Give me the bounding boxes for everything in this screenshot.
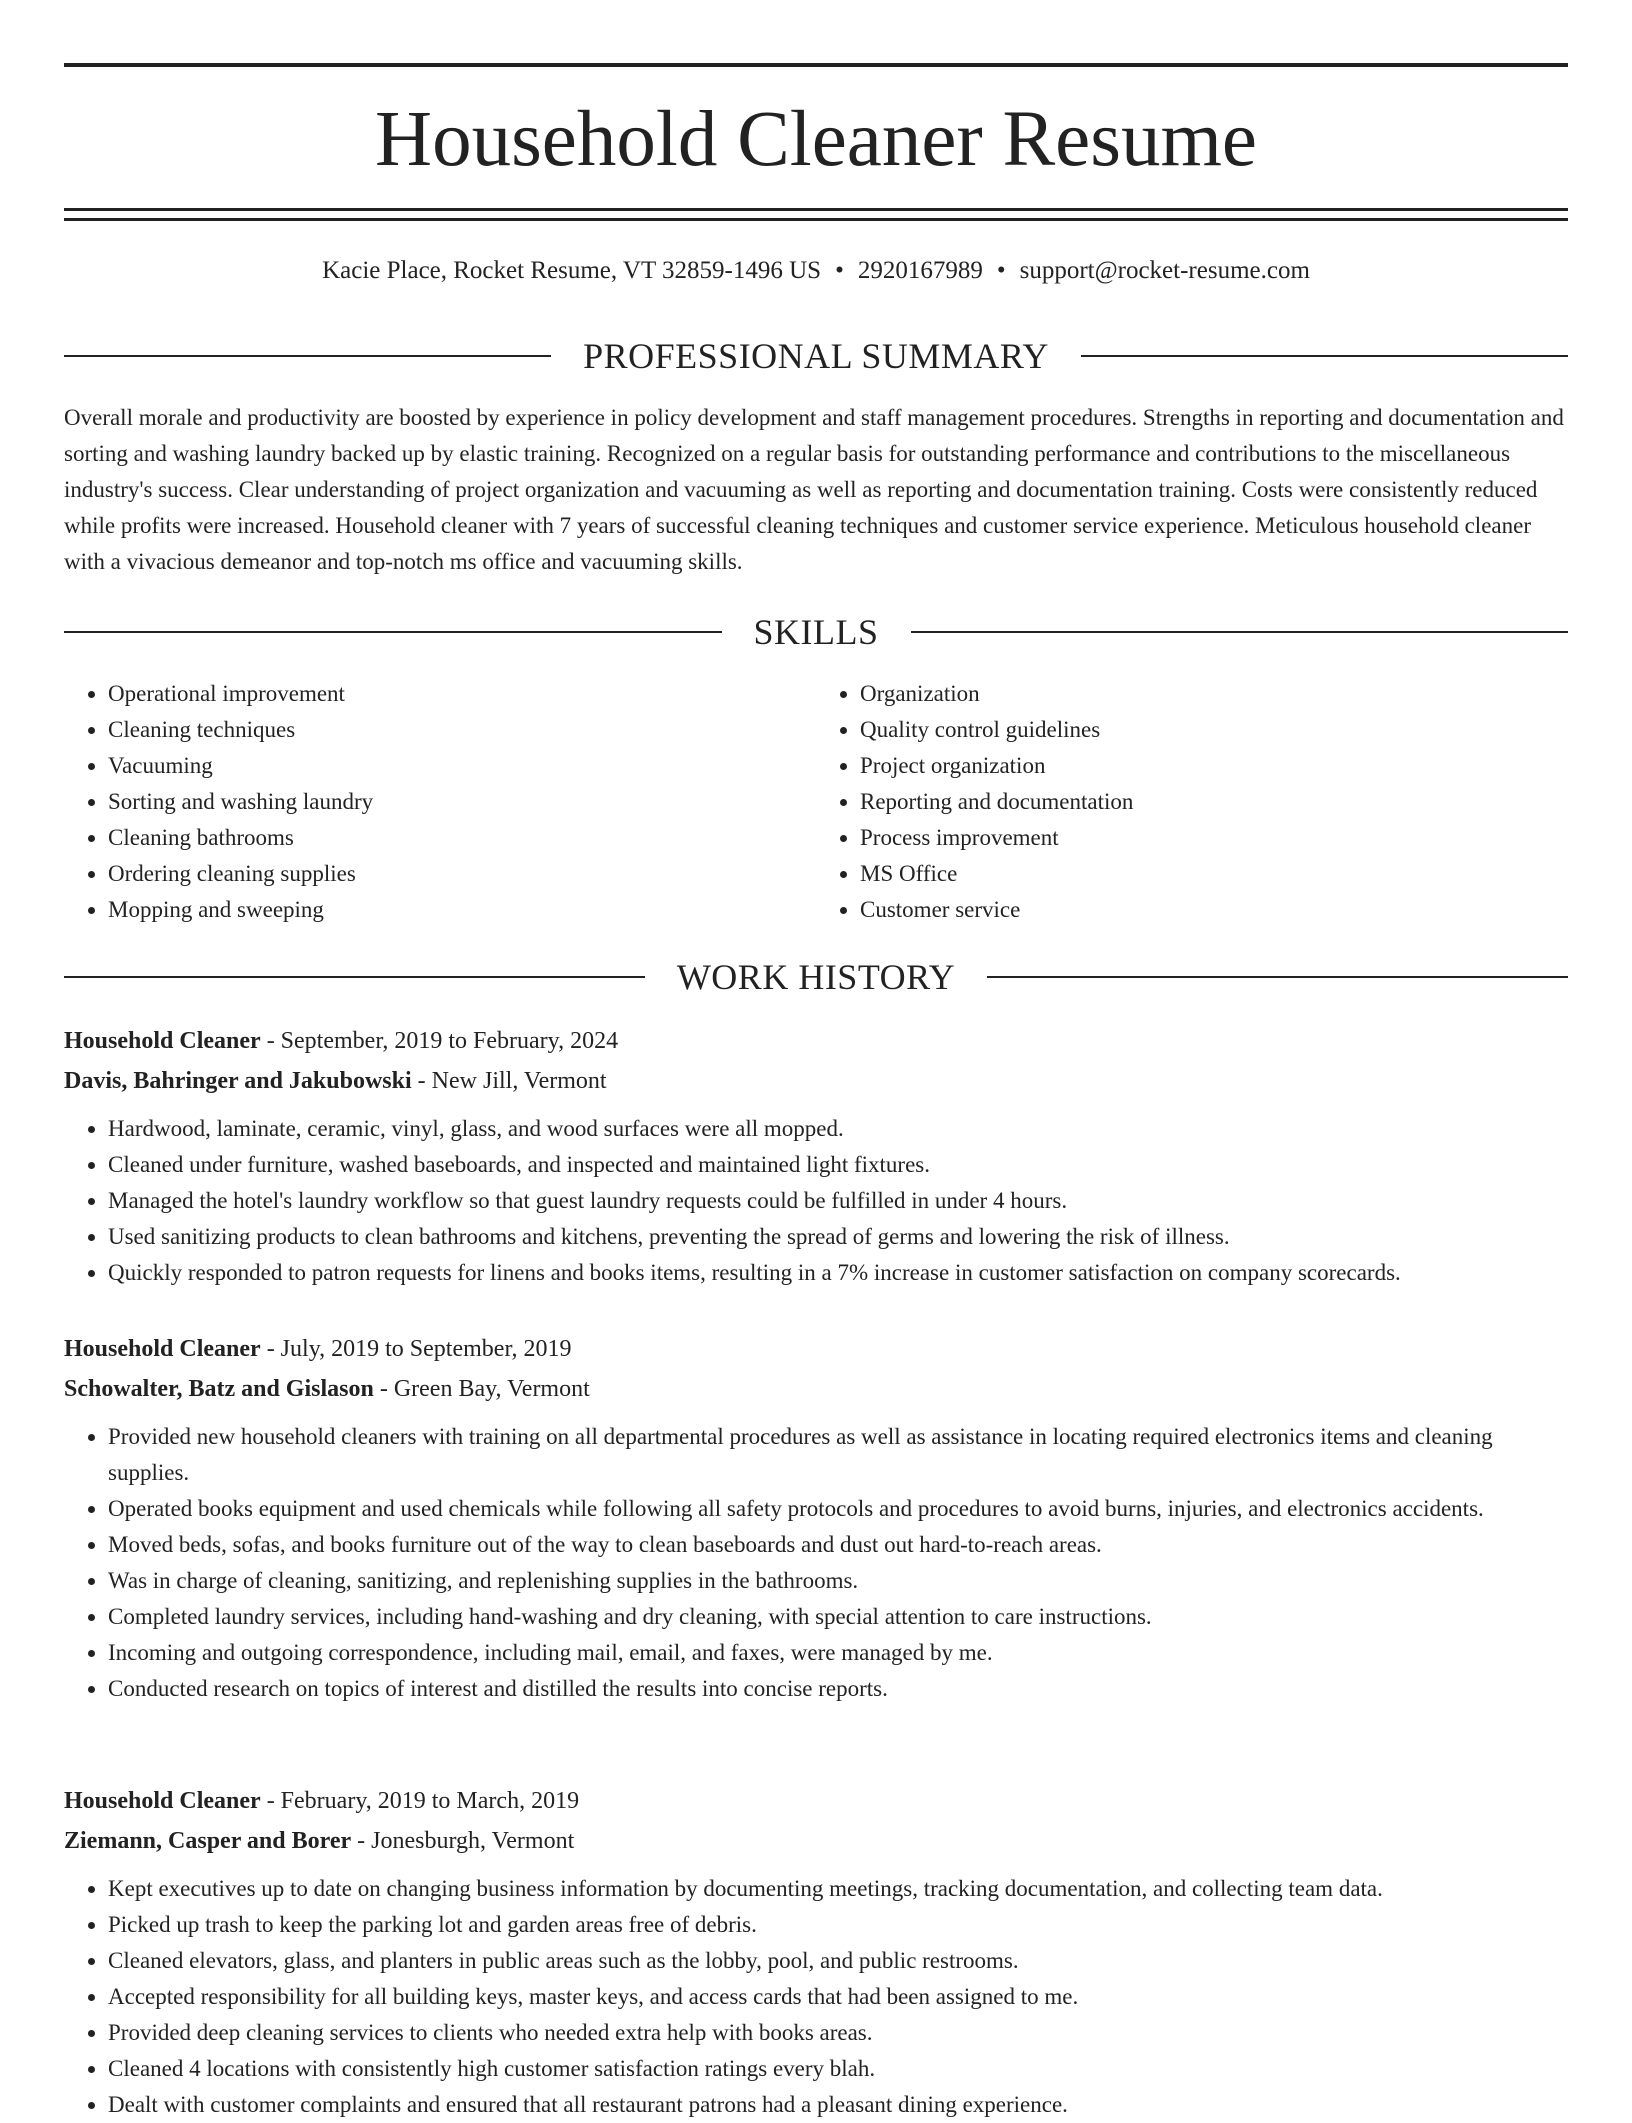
job-bullet: • Quickly responded to patron requests for linens and books items, resulting in a 7% increase in customer satisfaction on company scorecards. bbox=[108, 1255, 1568, 1291]
job-bullet: • Managed the hotel's laundry workflow so that guest laundry requests could be fulfilled in under 4 hours. bbox=[108, 1183, 1568, 1219]
job-company-line bbox=[64, 1821, 1568, 1861]
job-bullet: • Operated books equipment and used chemicals while following all safety protocols and procedures to avoid burns, injuries, and electronics accidents. bbox=[108, 1491, 1568, 1527]
job-bullet: • Provided new household cleaners with training on all departmental procedures as well as assistance in locating required electronics items and cleaning supplies. bbox=[108, 1419, 1568, 1491]
job-bullet: • Used sanitizing products to clean bathrooms and kitchens, preventing the spread of germs and lowering the risk of illness. bbox=[108, 1219, 1568, 1255]
job-title-line bbox=[64, 1021, 1568, 1061]
contact-email[interactable]: support@rocket-resume.com bbox=[1019, 257, 1310, 284]
job-title: Household Cleaner bbox=[64, 1028, 261, 1054]
contact-separator: • bbox=[835, 257, 844, 284]
job-location: - Jonesburgh, Vermont bbox=[351, 1828, 575, 1854]
job-dates: - February, 2019 to March, 2019 bbox=[260, 1788, 580, 1814]
section-title: SKILLS bbox=[753, 612, 879, 652]
job-bullets bbox=[64, 1111, 1568, 1291]
skill-item: • Project organization bbox=[860, 748, 1568, 784]
job-location: - New Jill, Vermont bbox=[411, 1068, 607, 1094]
heading-rule bbox=[987, 976, 1568, 978]
section-heading-summary bbox=[64, 334, 1568, 378]
job-bullet: • Was in charge of cleaning, sanitizing, and replenishing supplies in the bathrooms. bbox=[108, 1563, 1568, 1599]
job-bullets bbox=[64, 1871, 1568, 2123]
heading-rule bbox=[64, 631, 722, 633]
skill-item: • Mopping and sweeping bbox=[108, 892, 816, 928]
job-company: Schowalter, Batz and Gislason bbox=[64, 1376, 374, 1402]
job-bullet: • Hardwood, laminate, ceramic, vinyl, glass, and wood surfaces were all mopped. bbox=[108, 1111, 1568, 1147]
skill-item: • Process improvement bbox=[860, 820, 1568, 856]
heading-rule bbox=[911, 631, 1569, 633]
resume-title: Household Cleaner Resume bbox=[375, 96, 1257, 183]
job-bullet: • Provided deep cleaning services to clients who needed extra help with books areas. bbox=[108, 2015, 1568, 2051]
job-dates: - September, 2019 to February, 2024 bbox=[260, 1028, 619, 1054]
contact-separator: • bbox=[996, 257, 1006, 284]
title-double-rule bbox=[64, 208, 1568, 221]
skill-item: • Cleaning techniques bbox=[108, 712, 816, 748]
job-entry bbox=[64, 1021, 1568, 1291]
skill-item: • Reporting and documentation bbox=[860, 784, 1568, 820]
job-dates: - July, 2019 to September, 2019 bbox=[260, 1336, 572, 1362]
job-company-line bbox=[64, 1061, 1568, 1101]
job-title: Household Cleaner bbox=[64, 1336, 261, 1362]
skill-item: • Cleaning bathrooms bbox=[108, 820, 816, 856]
skill-item: • Organization bbox=[860, 676, 1568, 712]
skills-column-right bbox=[816, 676, 1568, 928]
skill-item: • Vacuuming bbox=[108, 748, 816, 784]
section-heading-skills bbox=[64, 610, 1568, 654]
job-bullet: • Cleaned 4 locations with consistently high customer satisfaction ratings every blah. bbox=[108, 2051, 1568, 2087]
skill-item: • MS Office bbox=[860, 856, 1568, 892]
job-title-line bbox=[64, 1329, 1568, 1369]
job-location: - Green Bay, Vermont bbox=[373, 1376, 590, 1402]
skill-item: • Customer service bbox=[860, 892, 1568, 928]
skill-item: • Ordering cleaning supplies bbox=[108, 856, 816, 892]
job-company: Ziemann, Casper and Borer bbox=[64, 1828, 352, 1854]
top-rule bbox=[64, 63, 1568, 67]
job-bullet: • Moved beds, sofas, and books furniture out of the way to clean baseboards and dust out hard-to-reach areas. bbox=[108, 1527, 1568, 1563]
job-title: Household Cleaner bbox=[64, 1788, 261, 1814]
heading-rule bbox=[64, 976, 645, 978]
job-bullet: • Dealt with customer complaints and ensured that all restaurant patrons had a pleasant dining experience. bbox=[108, 2087, 1568, 2123]
heading-rule bbox=[1081, 355, 1568, 357]
skill-item: • Quality control guidelines bbox=[860, 712, 1568, 748]
job-bullets bbox=[64, 1419, 1568, 1707]
skills-column-left bbox=[64, 676, 816, 928]
job-company-line bbox=[64, 1369, 1568, 1409]
heading-rule bbox=[64, 355, 551, 357]
contact-address: Kacie Place, Rocket Resume, VT 32859-1496 US bbox=[322, 257, 822, 284]
job-title-line bbox=[64, 1781, 1568, 1821]
job-entry bbox=[64, 1781, 1568, 2123]
summary-text: Overall morale and productivity are boosted by experience in policy development and staff management procedures. Strengths in reporting and documentation and sorting and washing laundry backed up by elastic training. Recognized on a regular basis for outstanding performance and contributions to the miscellaneous industry's success. Clear understanding of project organization and vacuuming as well as reporting and documentation training. Costs were consistently reduced while profits were increased. Household cleaner with 7 years of successful cleaning techniques and customer service experience. Meticulous household cleaner with a vivacious demeanor and top-notch ms office and vacuuming skills. bbox=[64, 405, 1564, 574]
skills-list bbox=[64, 676, 1568, 928]
contact-line bbox=[64, 254, 1568, 288]
job-bullet: • Conducted research on topics of interest and distilled the results into concise reports. bbox=[108, 1671, 1568, 1707]
job-bullet: • Cleaned elevators, glass, and planters in public areas such as the lobby, pool, and public restrooms. bbox=[108, 1943, 1568, 1979]
job-bullet: • Incoming and outgoing correspondence, including mail, email, and faxes, were managed by me. bbox=[108, 1635, 1568, 1671]
job-bullet: • Cleaned under furniture, washed baseboards, and inspected and maintained light fixtures. bbox=[108, 1147, 1568, 1183]
section-heading-work-history bbox=[64, 955, 1568, 999]
job-entry bbox=[64, 1329, 1568, 1707]
section-title: PROFESSIONAL SUMMARY bbox=[583, 336, 1049, 376]
skill-item: • Operational improvement bbox=[108, 676, 816, 712]
contact-phone: 2920167989 bbox=[857, 257, 983, 284]
job-bullet: • Picked up trash to keep the parking lot and garden areas free of debris. bbox=[108, 1907, 1568, 1943]
job-company: Davis, Bahringer and Jakubowski bbox=[64, 1068, 412, 1094]
job-bullet: • Kept executives up to date on changing business information by documenting meetings, tracking documentation, and collecting team data. bbox=[108, 1871, 1568, 1907]
job-bullet: • Accepted responsibility for all building keys, master keys, and access cards that had been assigned to me. bbox=[108, 1979, 1568, 2015]
section-title: WORK HISTORY bbox=[676, 957, 956, 997]
skill-item: • Sorting and washing laundry bbox=[108, 784, 816, 820]
job-bullet: • Completed laundry services, including hand-washing and dry cleaning, with special attention to care instructions. bbox=[108, 1599, 1568, 1635]
